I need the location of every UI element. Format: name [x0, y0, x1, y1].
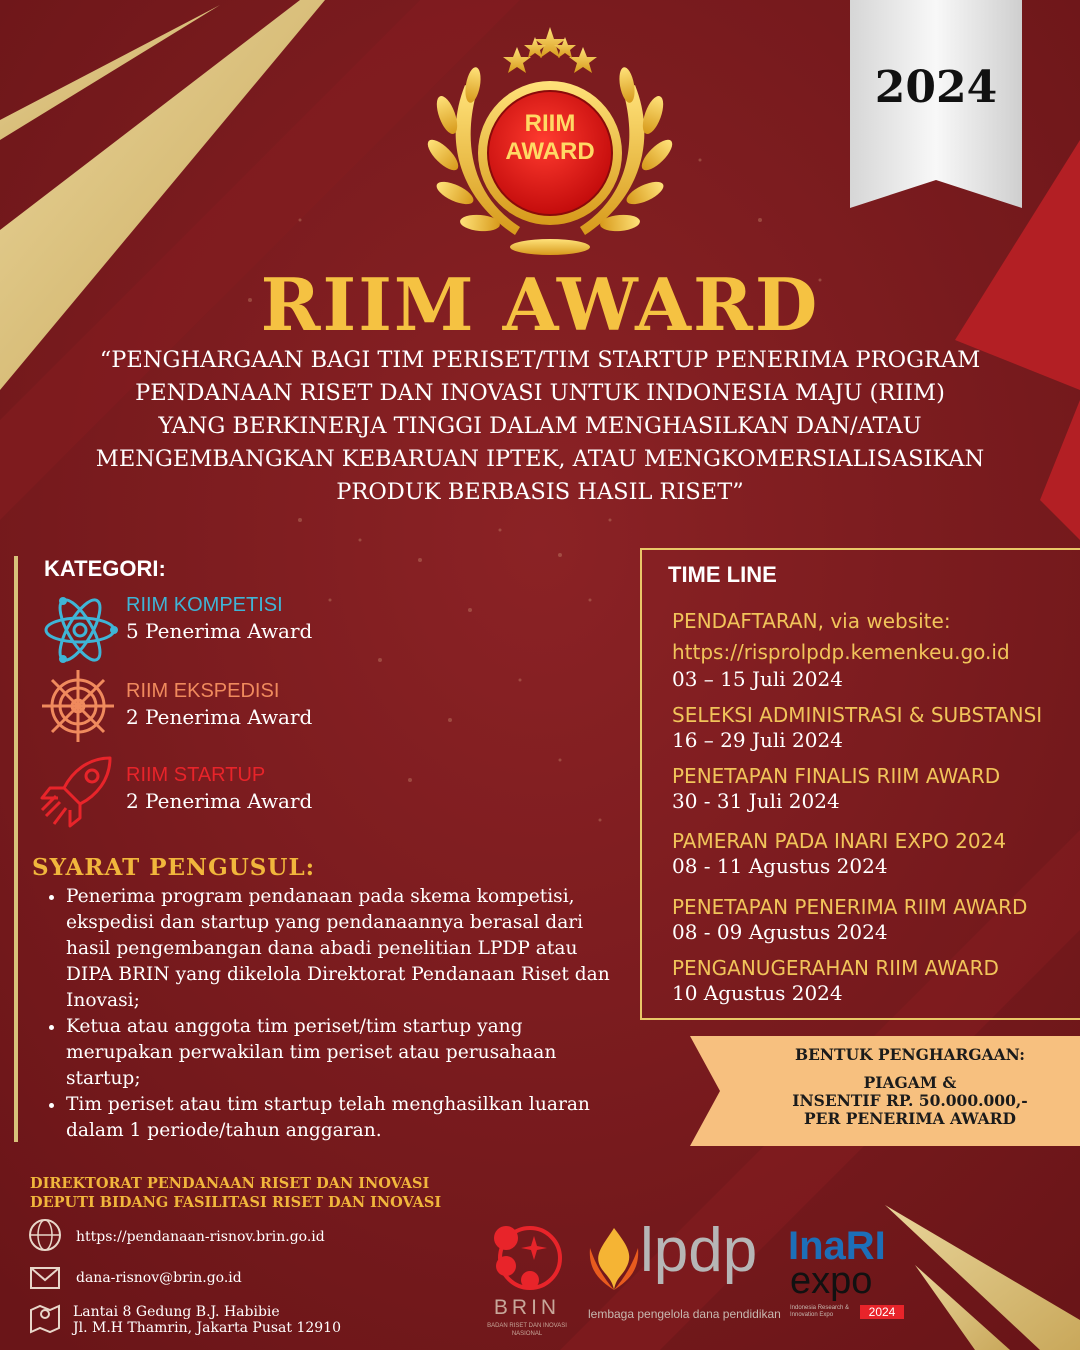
timeline-label: PENGANUGERAHAN RIIM AWARD — [672, 956, 999, 980]
lpdp-flame-icon — [586, 1226, 642, 1292]
list-item: • Penerima program pendanaan pada skema kompetisi, ekspedisi dan startup yang pendanaannya berasal dari hasil pengembangan dana abadi penelitian LPDP atau DIPA BRIN yang dikelola Direktorat Pendanaan Riset dan Inovasi; — [66, 884, 626, 1014]
category-name-startup: RIIM STARTUP — [126, 764, 266, 786]
list-item: • Tim periset atau tim startup telah menghasilkan luaran dalam 1 periode/tahun anggaran. — [66, 1092, 626, 1144]
timeline-date: 30 - 31 Juli 2024 — [672, 789, 840, 813]
address-line1: Lantai 8 Gedung B.J. Habibie — [73, 1304, 280, 1320]
quote-line: MENGEMBANGKAN KEBARUAN IPTEK, ATAU MENGKOMERSIALISASIKAN — [95, 446, 985, 472]
award-info — [760, 1046, 1060, 1128]
category-count-kompetisi: 5 Penerima Award — [126, 619, 313, 643]
timeline-date: 16 – 29 Juli 2024 — [672, 728, 843, 752]
website-link[interactable]: https://pendanaan-risnov.brin.go.id — [76, 1229, 325, 1245]
timeline-title: TIME LINE — [668, 562, 777, 587]
year-label: 2024 — [874, 62, 998, 113]
lpdp-label: lpdp — [640, 1216, 758, 1285]
rocket-icon — [36, 752, 116, 832]
category-name-ekspedisi: RIIM EKSPEDISI — [126, 680, 280, 702]
award-description — [80, 344, 1000, 509]
syarat-title: SYARAT PENGUSUL: — [32, 854, 316, 881]
logo-line1: RIIM — [524, 110, 576, 137]
timeline-label: PENETAPAN PENERIMA RIIM AWARD — [672, 895, 1028, 919]
quote-line: “PENGHARGAAN BAGI TIM PERISET/TIM STARTUP PENERIMA PROGRAM — [99, 347, 981, 373]
directorate-info — [30, 1174, 441, 1212]
left-accent-bar — [14, 556, 18, 1142]
timeline-label: SELEKSI ADMINISTRASI & SUBSTANSI — [672, 703, 1043, 727]
atom-icon — [40, 590, 120, 670]
quote-line: YANG BERKINERJA TINGGI DALAM MENGHASILKAN DAN/ATAU — [158, 413, 922, 439]
directorate-line2: DEPUTI BIDANG FASILITASI RISET DAN INOVASI — [30, 1194, 442, 1211]
award-line: INSENTIF RP. 50.000.000,- — [792, 1091, 1028, 1110]
registration-link[interactable]: https://risprolpdp.kemenkeu.go.id — [672, 640, 1010, 664]
category-count-startup: 2 Penerima Award — [126, 789, 313, 813]
logo-line2: AWARD — [505, 138, 595, 165]
award-line: PIAGAM & — [863, 1073, 957, 1092]
map-pin-icon — [28, 1300, 62, 1334]
timeline-date: 10 Agustus 2024 — [672, 981, 843, 1005]
page-title: RIIM AWARD — [260, 262, 820, 347]
kategori-title: KATEGORI: — [44, 556, 166, 581]
inari-sub: Indonesia Research & Innovation Expo — [790, 1305, 850, 1318]
syarat-list — [40, 884, 626, 1144]
quote-line: PRODUK BERBASIS HASIL RISET” — [336, 479, 744, 505]
lpdp-sub: lembaga pengelola dana pendidikan — [588, 1307, 781, 1321]
globe-icon — [28, 1218, 62, 1252]
list-item: • Ketua atau anggota tim periset/tim startup yang merupakan perwakilan tim periset atau perusahaan startup; — [66, 1014, 626, 1092]
email-link[interactable]: dana-risnov@brin.go.id — [76, 1270, 242, 1286]
award-title: BENTUK PENGHARGAAN: — [794, 1045, 1026, 1064]
address-line2: Jl. M.H Thamrin, Jakarta Pusat 12910 — [73, 1320, 341, 1336]
quote-line: PENDANAAN RISET DAN INOVASI UNTUK INDONESIA MAJU (RIIM) — [135, 380, 945, 406]
brin-sub: BADAN RISET DAN INOVASI NASIONAL — [487, 1323, 567, 1337]
timeline-date: 08 - 11 Agustus 2024 — [672, 854, 888, 878]
timeline-date: 08 - 09 Agustus 2024 — [672, 920, 888, 944]
timeline-date: 03 – 15 Juli 2024 — [672, 667, 843, 691]
inari-label: InaRI — [788, 1224, 886, 1268]
inari-year-badge: 2024 — [860, 1305, 904, 1319]
category-name-kompetisi: RIIM KOMPETISI — [126, 594, 283, 616]
award-line: PER PENERIMA AWARD — [804, 1109, 1016, 1128]
inari-expo-label: expo — [790, 1260, 873, 1302]
timeline-label: PENETAPAN FINALIS RIIM AWARD — [672, 764, 1001, 788]
address-info — [73, 1304, 341, 1336]
brin-logo-icon — [488, 1220, 568, 1292]
mail-icon — [28, 1260, 62, 1294]
directorate-line1: DIREKTORAT PENDANAAN RISET DAN INOVASI — [30, 1175, 430, 1192]
timeline-label: PAMERAN PADA INARI EXPO 2024 — [672, 829, 1007, 853]
ship-wheel-icon — [38, 666, 118, 746]
brin-label: BRIN — [493, 1296, 561, 1319]
category-count-ekspedisi: 2 Penerima Award — [126, 705, 313, 729]
timeline-label-pendaftaran: PENDAFTARAN, via website: — [672, 609, 951, 633]
